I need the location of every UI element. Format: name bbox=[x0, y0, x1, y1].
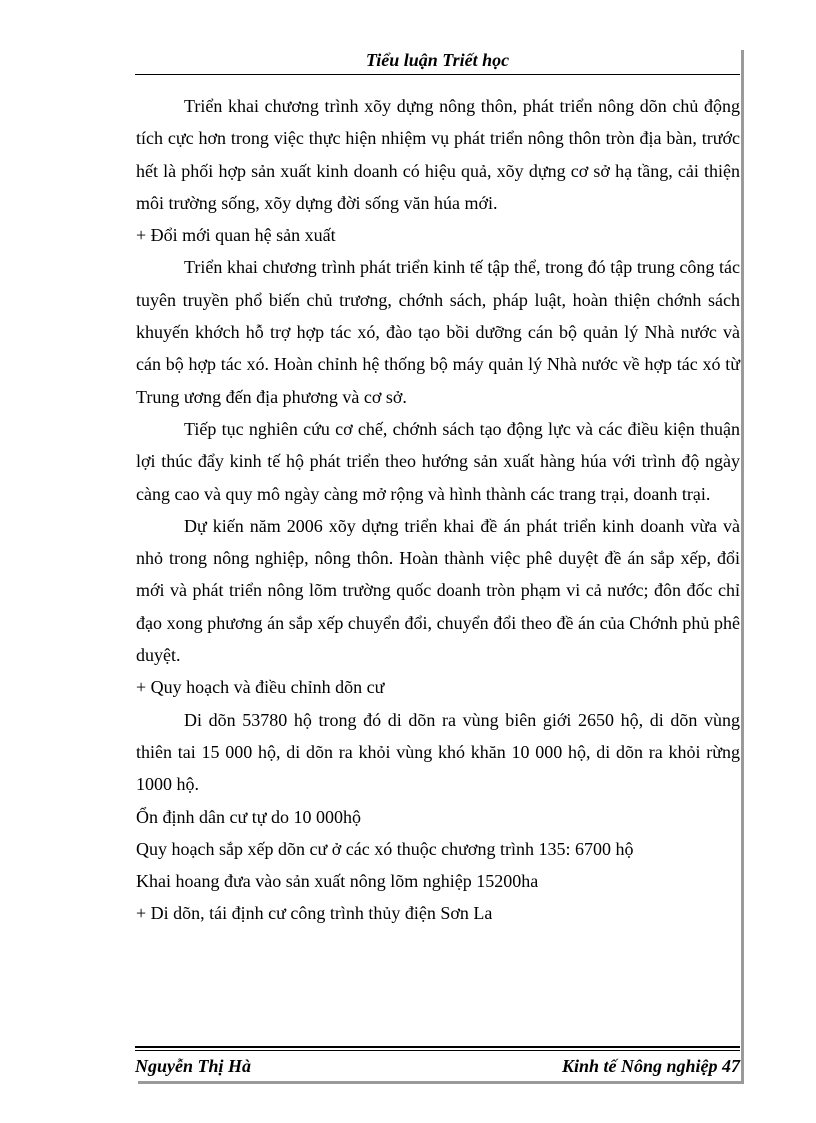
line-land-reclamation: Khai hoang đưa vào sản xuất nông lõm nghiệp 15200ha bbox=[136, 871, 539, 892]
footer-author: Nguyễn Thị Hà bbox=[135, 1056, 252, 1076]
heading-population-planning: + Quy hoạch và điều chỉnh dõn cư bbox=[136, 677, 385, 698]
footer-class-label: Kinh tế Nông nghiệp 47 bbox=[561, 1056, 740, 1076]
line-program-135: Quy hoạch sắp xếp dõn cư ở các xó thuộc chương trình 135: 6700 hộ bbox=[136, 838, 634, 859]
header-title: Tiểu luận Triết học bbox=[365, 50, 510, 70]
document-body bbox=[136, 90, 740, 930]
paragraph-collective-economy: Triển khai chương trình phát triển kinh tế tập thể, trong đó tập trung công tác tuyên truyền phổ biến chủ trương, chớnh sách, pháp luật, hoàn thiện chớnh sách khuyến khớch hỗ trợ hợp tác xó, đào tạo bồi dưỡng cán bộ quản lý Nhà nước và cán bộ hợp tác xó. Hoàn chỉnh hệ thống bộ máy quản lý Nhà nước về hợp tác xó từ Trung ương đến địa phương và cơ sở. bbox=[136, 257, 740, 407]
footer-divider-thick bbox=[135, 1046, 740, 1048]
paragraph-plan-2006: Dự kiến năm 2006 xõy dựng triển khai đề án phát triển kinh doanh vừa và nhỏ trong nông nghiệp, nông thôn. Hoàn thành việc phê duyệt đề án sắp xếp, đổi mới và phát triển nông lõm trường quốc doanh tròn phạm vi cả nước; đôn đốc chỉ đạo xong phương án sắp xếp chuyển đổi, chuyển đổi theo đề án của Chớnh phủ phê duyệt. bbox=[136, 515, 740, 666]
page-border-shadow-bottom bbox=[138, 1081, 744, 1084]
heading-production-relations: + Đổi mới quan hệ sản xuất bbox=[136, 225, 336, 246]
page-border-shadow-right bbox=[741, 50, 744, 1082]
page-footer bbox=[135, 1052, 740, 1080]
page-header bbox=[135, 48, 740, 75]
line-free-migrants: Ổn định dân cư tự do 10 000hộ bbox=[136, 806, 361, 827]
heading-son-la-hydropower: + Di dõn, tái định cư công trình thủy điện Sơn La bbox=[136, 903, 493, 924]
footer-divider-thin bbox=[135, 1050, 740, 1051]
paragraph-rural-development: Triển khai chương trình xõy dựng nông thôn, phát triển nông dõn chủ động tích cực hơn trong việc thực hiện nhiệm vụ phát triển nông thôn tròn địa bàn, trước hết là phối hợp sản xuất kinh doanh có hiệu quả, xõy dựng cơ sở hạ tầng, cải thiện môi trường sống, xõy dựng đời sống văn húa mới. bbox=[136, 96, 740, 213]
paragraph-resettlement: Di dõn 53780 hộ trong đó di dõn ra vùng biên giới 2650 hộ, di dõn vùng thiên tai 15 000 hộ, di dõn ra khỏi vùng khó khăn 10 000 hộ, di dõn ra khỏi rừng 1000 hộ. bbox=[136, 709, 740, 795]
paragraph-household-economy: Tiếp tục nghiên cứu cơ chế, chớnh sách tạo động lực và các điều kiện thuận lợi thúc đẩy kinh tế hộ phát triển theo hướng sản xuất hàng húa với trình độ ngày càng cao và quy mô ngày càng mở rộng và hình thành các trang trại, doanh trại. bbox=[136, 418, 740, 504]
